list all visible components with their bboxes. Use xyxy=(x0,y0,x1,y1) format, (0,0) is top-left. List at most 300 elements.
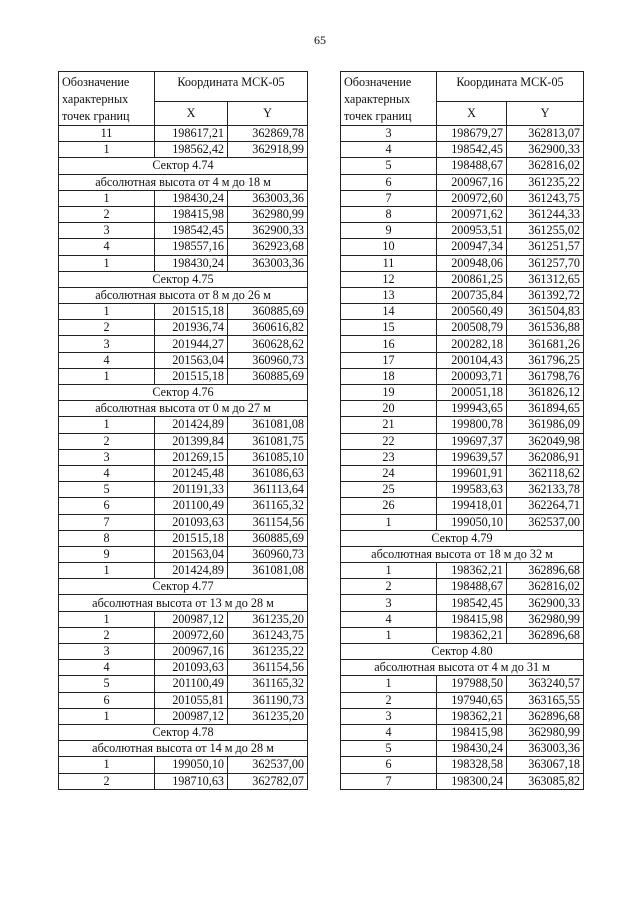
table-row xyxy=(341,676,584,692)
y-coordinate-cell: 361826,12 xyxy=(507,385,584,401)
point-number-cell: 4 xyxy=(59,660,155,676)
point-number-cell: 7 xyxy=(341,190,437,206)
table-row xyxy=(341,190,584,206)
x-coordinate-cell: 198430,24 xyxy=(155,190,228,206)
y-coordinate-cell: 361165,32 xyxy=(228,498,308,514)
coordinates-table-left xyxy=(58,71,308,790)
table-row xyxy=(59,676,308,692)
table-row xyxy=(59,336,308,352)
point-number-cell: 1 xyxy=(59,708,155,724)
x-coordinate-cell: 198710,63 xyxy=(155,773,228,789)
y-coordinate-cell: 361085,10 xyxy=(228,449,308,465)
coordinates-table-right xyxy=(340,71,584,790)
table-row xyxy=(59,126,308,142)
table-row xyxy=(59,206,308,222)
x-column-header: X xyxy=(155,101,228,125)
table-row xyxy=(59,660,308,676)
section-label: абсолютная высота от 8 м до 26 м xyxy=(59,287,308,303)
table-row xyxy=(59,239,308,255)
table-row xyxy=(341,449,584,465)
table-row xyxy=(59,563,308,579)
table-body-left xyxy=(59,126,308,790)
y-coordinate-cell: 361798,76 xyxy=(507,368,584,384)
point-number-cell: 3 xyxy=(59,336,155,352)
section-label: Сектор 4.78 xyxy=(59,724,308,740)
y-coordinate-cell: 362896,68 xyxy=(507,627,584,643)
section-label: абсолютная высота от 18 м до 32 м xyxy=(341,546,584,562)
table-row xyxy=(341,271,584,287)
y-coordinate-cell: 361536,88 xyxy=(507,320,584,336)
point-number-cell: 1 xyxy=(341,514,437,530)
table-row xyxy=(341,239,584,255)
table-body-right xyxy=(341,126,584,790)
point-number-cell: 2 xyxy=(59,773,155,789)
x-coordinate-cell: 200987,12 xyxy=(155,708,228,724)
y-coordinate-cell: 360616,82 xyxy=(228,320,308,336)
table-row xyxy=(341,320,584,336)
section-row xyxy=(59,579,308,595)
y-coordinate-cell: 361251,57 xyxy=(507,239,584,255)
y-coordinate-cell: 362918,99 xyxy=(228,142,308,158)
x-coordinate-cell: 199418,01 xyxy=(437,498,507,514)
x-coordinate-cell: 201100,49 xyxy=(155,498,228,514)
section-label: Сектор 4.75 xyxy=(59,271,308,287)
x-coordinate-cell: 198430,24 xyxy=(155,255,228,271)
y-coordinate-cell: 360960,73 xyxy=(228,352,308,368)
table-row xyxy=(341,336,584,352)
x-coordinate-cell: 198488,67 xyxy=(437,158,507,174)
point-column-header: Обозначение характерных точек границ xyxy=(341,72,437,126)
y-coordinate-cell: 362537,00 xyxy=(507,514,584,530)
x-coordinate-cell: 198542,45 xyxy=(155,223,228,239)
point-number-cell: 7 xyxy=(59,514,155,530)
point-number-cell: 22 xyxy=(341,433,437,449)
x-coordinate-cell: 199639,57 xyxy=(437,449,507,465)
point-number-cell: 1 xyxy=(341,676,437,692)
y-coordinate-cell: 362816,02 xyxy=(507,579,584,595)
y-coordinate-cell: 361113,64 xyxy=(228,482,308,498)
x-coordinate-cell: 201245,48 xyxy=(155,465,228,481)
y-coordinate-cell: 361190,73 xyxy=(228,692,308,708)
table-row xyxy=(341,352,584,368)
section-row xyxy=(59,271,308,287)
x-coordinate-cell: 201424,89 xyxy=(155,563,228,579)
y-coordinate-cell: 362049,98 xyxy=(507,433,584,449)
x-coordinate-cell: 201093,63 xyxy=(155,514,228,530)
y-coordinate-cell: 362980,99 xyxy=(507,611,584,627)
x-coordinate-cell: 199697,37 xyxy=(437,433,507,449)
y-coordinate-cell: 362980,99 xyxy=(507,724,584,740)
table-row xyxy=(59,320,308,336)
y-coordinate-cell: 361504,83 xyxy=(507,304,584,320)
table-row xyxy=(341,741,584,757)
x-coordinate-cell: 200953,51 xyxy=(437,223,507,239)
x-coordinate-cell: 201563,04 xyxy=(155,546,228,562)
y-coordinate-cell: 361894,65 xyxy=(507,401,584,417)
section-row xyxy=(59,158,308,174)
x-coordinate-cell: 201515,18 xyxy=(155,530,228,546)
y-coordinate-cell: 362086,91 xyxy=(507,449,584,465)
table-row xyxy=(341,692,584,708)
page-number: 65 xyxy=(314,33,326,47)
point-column-header: Обозначение характерных точек границ xyxy=(59,72,155,126)
section-label: абсолютная высота от 0 м до 27 м xyxy=(59,401,308,417)
x-coordinate-cell: 198415,98 xyxy=(437,611,507,627)
y-coordinate-cell: 362923,68 xyxy=(228,239,308,255)
x-coordinate-cell: 198300,24 xyxy=(437,773,507,789)
x-coordinate-cell: 198430,24 xyxy=(437,741,507,757)
x-coordinate-cell: 200947,34 xyxy=(437,239,507,255)
point-number-cell: 2 xyxy=(341,692,437,708)
x-coordinate-cell: 200560,49 xyxy=(437,304,507,320)
point-number-cell: 3 xyxy=(59,644,155,660)
y-coordinate-cell: 361244,33 xyxy=(507,206,584,222)
x-coordinate-cell: 200971,62 xyxy=(437,206,507,222)
x-coordinate-cell: 201563,04 xyxy=(155,352,228,368)
table-row xyxy=(341,142,584,158)
point-number-cell: 1 xyxy=(59,304,155,320)
section-label: абсолютная высота от 14 м до 28 м xyxy=(59,741,308,757)
y-coordinate-cell: 361681,26 xyxy=(507,336,584,352)
point-number-cell: 5 xyxy=(341,741,437,757)
point-number-cell: 15 xyxy=(341,320,437,336)
y-coordinate-cell: 363067,18 xyxy=(507,757,584,773)
y-coordinate-cell: 361796,25 xyxy=(507,352,584,368)
table-row xyxy=(341,595,584,611)
section-label: Сектор 4.77 xyxy=(59,579,308,595)
point-number-cell: 16 xyxy=(341,336,437,352)
point-number-cell: 4 xyxy=(59,352,155,368)
y-coordinate-cell: 361392,72 xyxy=(507,287,584,303)
table-row xyxy=(341,757,584,773)
y-coordinate-cell: 362133,78 xyxy=(507,482,584,498)
point-number-cell: 6 xyxy=(59,498,155,514)
y-coordinate-cell: 362264,71 xyxy=(507,498,584,514)
x-coordinate-cell: 201399,84 xyxy=(155,433,228,449)
table-row xyxy=(341,433,584,449)
x-coordinate-cell: 201191,33 xyxy=(155,482,228,498)
x-coordinate-cell: 199050,10 xyxy=(437,514,507,530)
table-row xyxy=(59,352,308,368)
y-coordinate-cell: 361081,08 xyxy=(228,563,308,579)
y-coordinate-cell: 360960,73 xyxy=(228,546,308,562)
y-coordinate-cell: 361235,22 xyxy=(228,644,308,660)
point-number-cell: 4 xyxy=(341,724,437,740)
point-number-cell: 2 xyxy=(341,579,437,595)
point-number-cell: 25 xyxy=(341,482,437,498)
x-coordinate-cell: 200051,18 xyxy=(437,385,507,401)
x-coordinate-cell: 200861,25 xyxy=(437,271,507,287)
y-column-header: Y xyxy=(507,101,584,125)
table-row xyxy=(341,611,584,627)
point-number-cell: 3 xyxy=(341,708,437,724)
point-number-cell: 3 xyxy=(59,223,155,239)
point-number-cell: 12 xyxy=(341,271,437,287)
y-coordinate-cell: 361081,75 xyxy=(228,433,308,449)
table-row xyxy=(59,757,308,773)
y-coordinate-cell: 362896,68 xyxy=(507,563,584,579)
x-coordinate-cell: 201936,74 xyxy=(155,320,228,336)
point-number-cell: 4 xyxy=(341,611,437,627)
x-coordinate-cell: 197940,65 xyxy=(437,692,507,708)
point-number-cell: 3 xyxy=(341,595,437,611)
table-row xyxy=(59,465,308,481)
table-row xyxy=(341,724,584,740)
y-coordinate-cell: 362896,68 xyxy=(507,708,584,724)
y-coordinate-cell: 363003,36 xyxy=(228,255,308,271)
x-coordinate-cell: 198362,21 xyxy=(437,563,507,579)
table-row xyxy=(341,255,584,271)
section-label: Сектор 4.79 xyxy=(341,530,584,546)
y-coordinate-cell: 362900,33 xyxy=(507,595,584,611)
section-row xyxy=(59,724,308,740)
y-coordinate-cell: 360885,69 xyxy=(228,530,308,546)
point-number-cell: 23 xyxy=(341,449,437,465)
table-row xyxy=(59,255,308,271)
coordinate-header: Координата МСК-05 xyxy=(437,72,584,102)
table-row xyxy=(59,692,308,708)
point-number-cell: 1 xyxy=(59,368,155,384)
x-column-header: X xyxy=(437,101,507,125)
x-coordinate-cell: 201944,27 xyxy=(155,336,228,352)
y-column-header: Y xyxy=(228,101,308,125)
x-coordinate-cell: 201515,18 xyxy=(155,368,228,384)
point-number-cell: 8 xyxy=(341,206,437,222)
y-coordinate-cell: 360628,62 xyxy=(228,336,308,352)
x-coordinate-cell: 199050,10 xyxy=(155,757,228,773)
y-coordinate-cell: 362900,33 xyxy=(228,223,308,239)
table-row xyxy=(341,417,584,433)
table-row xyxy=(59,142,308,158)
table-row xyxy=(59,773,308,789)
coordinate-header: Координата МСК-05 xyxy=(155,72,308,102)
y-coordinate-cell: 363085,82 xyxy=(507,773,584,789)
table-row xyxy=(341,158,584,174)
y-coordinate-cell: 363003,36 xyxy=(507,741,584,757)
point-number-cell: 14 xyxy=(341,304,437,320)
section-label: абсолютная высота от 13 м до 28 м xyxy=(59,595,308,611)
x-coordinate-cell: 198679,27 xyxy=(437,126,507,142)
point-number-cell: 3 xyxy=(59,449,155,465)
point-number-cell: 1 xyxy=(341,627,437,643)
x-coordinate-cell: 200972,60 xyxy=(437,190,507,206)
point-number-cell: 5 xyxy=(59,676,155,692)
x-coordinate-cell: 201269,15 xyxy=(155,449,228,465)
table-row xyxy=(341,627,584,643)
x-coordinate-cell: 200282,18 xyxy=(437,336,507,352)
point-number-cell: 1 xyxy=(59,563,155,579)
x-coordinate-cell: 200735,84 xyxy=(437,287,507,303)
x-coordinate-cell: 198557,16 xyxy=(155,239,228,255)
table-row xyxy=(59,433,308,449)
table-row xyxy=(341,579,584,595)
point-number-cell: 2 xyxy=(59,320,155,336)
point-number-cell: 6 xyxy=(341,757,437,773)
point-number-cell: 11 xyxy=(341,255,437,271)
y-coordinate-cell: 362537,00 xyxy=(228,757,308,773)
point-number-cell: 9 xyxy=(341,223,437,239)
point-number-cell: 4 xyxy=(59,465,155,481)
x-coordinate-cell: 200967,16 xyxy=(437,174,507,190)
table-row xyxy=(59,368,308,384)
y-coordinate-cell: 361235,20 xyxy=(228,611,308,627)
x-coordinate-cell: 200104,43 xyxy=(437,352,507,368)
x-coordinate-cell: 199943,65 xyxy=(437,401,507,417)
table-row xyxy=(341,126,584,142)
point-number-cell: 1 xyxy=(59,142,155,158)
x-coordinate-cell: 200987,12 xyxy=(155,611,228,627)
table-row xyxy=(341,498,584,514)
point-number-cell: 1 xyxy=(59,255,155,271)
y-coordinate-cell: 361243,75 xyxy=(228,627,308,643)
x-coordinate-cell: 198542,45 xyxy=(437,595,507,611)
x-coordinate-cell: 201055,81 xyxy=(155,692,228,708)
point-number-cell: 7 xyxy=(341,773,437,789)
table-row xyxy=(59,546,308,562)
section-row xyxy=(341,660,584,676)
point-number-cell: 2 xyxy=(59,206,155,222)
table-row xyxy=(341,206,584,222)
table-row xyxy=(59,449,308,465)
y-coordinate-cell: 361986,09 xyxy=(507,417,584,433)
x-coordinate-cell: 201424,89 xyxy=(155,417,228,433)
y-coordinate-cell: 362816,02 xyxy=(507,158,584,174)
point-number-cell: 17 xyxy=(341,352,437,368)
section-row xyxy=(59,595,308,611)
table-row xyxy=(59,482,308,498)
point-number-cell: 1 xyxy=(59,757,155,773)
x-coordinate-cell: 200948,06 xyxy=(437,255,507,271)
point-number-cell: 1 xyxy=(59,611,155,627)
point-number-cell: 6 xyxy=(59,692,155,708)
point-number-cell: 3 xyxy=(341,126,437,142)
point-number-cell: 24 xyxy=(341,465,437,481)
point-number-cell: 13 xyxy=(341,287,437,303)
section-label: абсолютная высота от 4 м до 18 м xyxy=(59,174,308,190)
x-coordinate-cell: 201515,18 xyxy=(155,304,228,320)
section-row xyxy=(341,644,584,660)
section-row xyxy=(341,546,584,562)
x-coordinate-cell: 200093,71 xyxy=(437,368,507,384)
x-coordinate-cell: 201100,49 xyxy=(155,676,228,692)
point-number-cell: 11 xyxy=(59,126,155,142)
x-coordinate-cell: 198362,21 xyxy=(437,708,507,724)
y-coordinate-cell: 361086,63 xyxy=(228,465,308,481)
x-coordinate-cell: 197988,50 xyxy=(437,676,507,692)
y-coordinate-cell: 362118,62 xyxy=(507,465,584,481)
x-coordinate-cell: 199601,91 xyxy=(437,465,507,481)
point-number-cell: 20 xyxy=(341,401,437,417)
y-coordinate-cell: 362980,99 xyxy=(228,206,308,222)
section-row xyxy=(59,385,308,401)
x-coordinate-cell: 198542,45 xyxy=(437,142,507,158)
table-row xyxy=(59,223,308,239)
table-row xyxy=(341,304,584,320)
table-row xyxy=(59,514,308,530)
y-coordinate-cell: 362813,07 xyxy=(507,126,584,142)
point-number-cell: 4 xyxy=(59,239,155,255)
y-coordinate-cell: 362869,78 xyxy=(228,126,308,142)
table-row xyxy=(59,417,308,433)
point-number-cell: 8 xyxy=(59,530,155,546)
table-row xyxy=(341,385,584,401)
x-coordinate-cell: 198488,67 xyxy=(437,579,507,595)
point-number-cell: 9 xyxy=(59,546,155,562)
y-coordinate-cell: 361165,32 xyxy=(228,676,308,692)
section-label: абсолютная высота от 4 м до 31 м xyxy=(341,660,584,676)
point-number-cell: 5 xyxy=(341,158,437,174)
point-number-cell: 4 xyxy=(341,142,437,158)
y-coordinate-cell: 363240,57 xyxy=(507,676,584,692)
x-coordinate-cell: 200508,79 xyxy=(437,320,507,336)
y-coordinate-cell: 363165,55 xyxy=(507,692,584,708)
point-number-cell: 18 xyxy=(341,368,437,384)
table-row xyxy=(59,644,308,660)
point-number-cell: 1 xyxy=(59,190,155,206)
x-coordinate-cell: 200967,16 xyxy=(155,644,228,660)
table-row xyxy=(341,465,584,481)
y-coordinate-cell: 361235,20 xyxy=(228,708,308,724)
x-coordinate-cell: 198415,98 xyxy=(437,724,507,740)
table-row xyxy=(59,304,308,320)
x-coordinate-cell: 198617,21 xyxy=(155,126,228,142)
table-row xyxy=(59,530,308,546)
section-label: Сектор 4.80 xyxy=(341,644,584,660)
x-coordinate-cell: 201093,63 xyxy=(155,660,228,676)
y-coordinate-cell: 361243,75 xyxy=(507,190,584,206)
y-coordinate-cell: 361255,02 xyxy=(507,223,584,239)
section-row xyxy=(59,174,308,190)
x-coordinate-cell: 199800,78 xyxy=(437,417,507,433)
table-row xyxy=(59,498,308,514)
point-number-cell: 2 xyxy=(59,627,155,643)
x-coordinate-cell: 198362,21 xyxy=(437,627,507,643)
table-row xyxy=(341,514,584,530)
y-coordinate-cell: 363003,36 xyxy=(228,190,308,206)
point-number-cell: 26 xyxy=(341,498,437,514)
table-row xyxy=(59,190,308,206)
table-row xyxy=(341,563,584,579)
section-row xyxy=(59,741,308,757)
point-number-cell: 1 xyxy=(341,563,437,579)
point-number-cell: 10 xyxy=(341,239,437,255)
y-coordinate-cell: 361312,65 xyxy=(507,271,584,287)
y-coordinate-cell: 360885,69 xyxy=(228,368,308,384)
y-coordinate-cell: 362782,07 xyxy=(228,773,308,789)
y-coordinate-cell: 361235,22 xyxy=(507,174,584,190)
table-row xyxy=(341,708,584,724)
section-row xyxy=(59,287,308,303)
y-coordinate-cell: 361154,56 xyxy=(228,514,308,530)
x-coordinate-cell: 199583,63 xyxy=(437,482,507,498)
section-label: Сектор 4.76 xyxy=(59,385,308,401)
table-row xyxy=(341,773,584,789)
point-number-cell: 21 xyxy=(341,417,437,433)
table-row xyxy=(341,287,584,303)
y-coordinate-cell: 361081,08 xyxy=(228,417,308,433)
table-row xyxy=(341,223,584,239)
section-row xyxy=(341,530,584,546)
table-row xyxy=(59,627,308,643)
x-coordinate-cell: 198328,58 xyxy=(437,757,507,773)
y-coordinate-cell: 360885,69 xyxy=(228,304,308,320)
x-coordinate-cell: 198562,42 xyxy=(155,142,228,158)
y-coordinate-cell: 362900,33 xyxy=(507,142,584,158)
table-row xyxy=(59,611,308,627)
y-coordinate-cell: 361154,56 xyxy=(228,660,308,676)
table-row xyxy=(341,401,584,417)
point-number-cell: 5 xyxy=(59,482,155,498)
